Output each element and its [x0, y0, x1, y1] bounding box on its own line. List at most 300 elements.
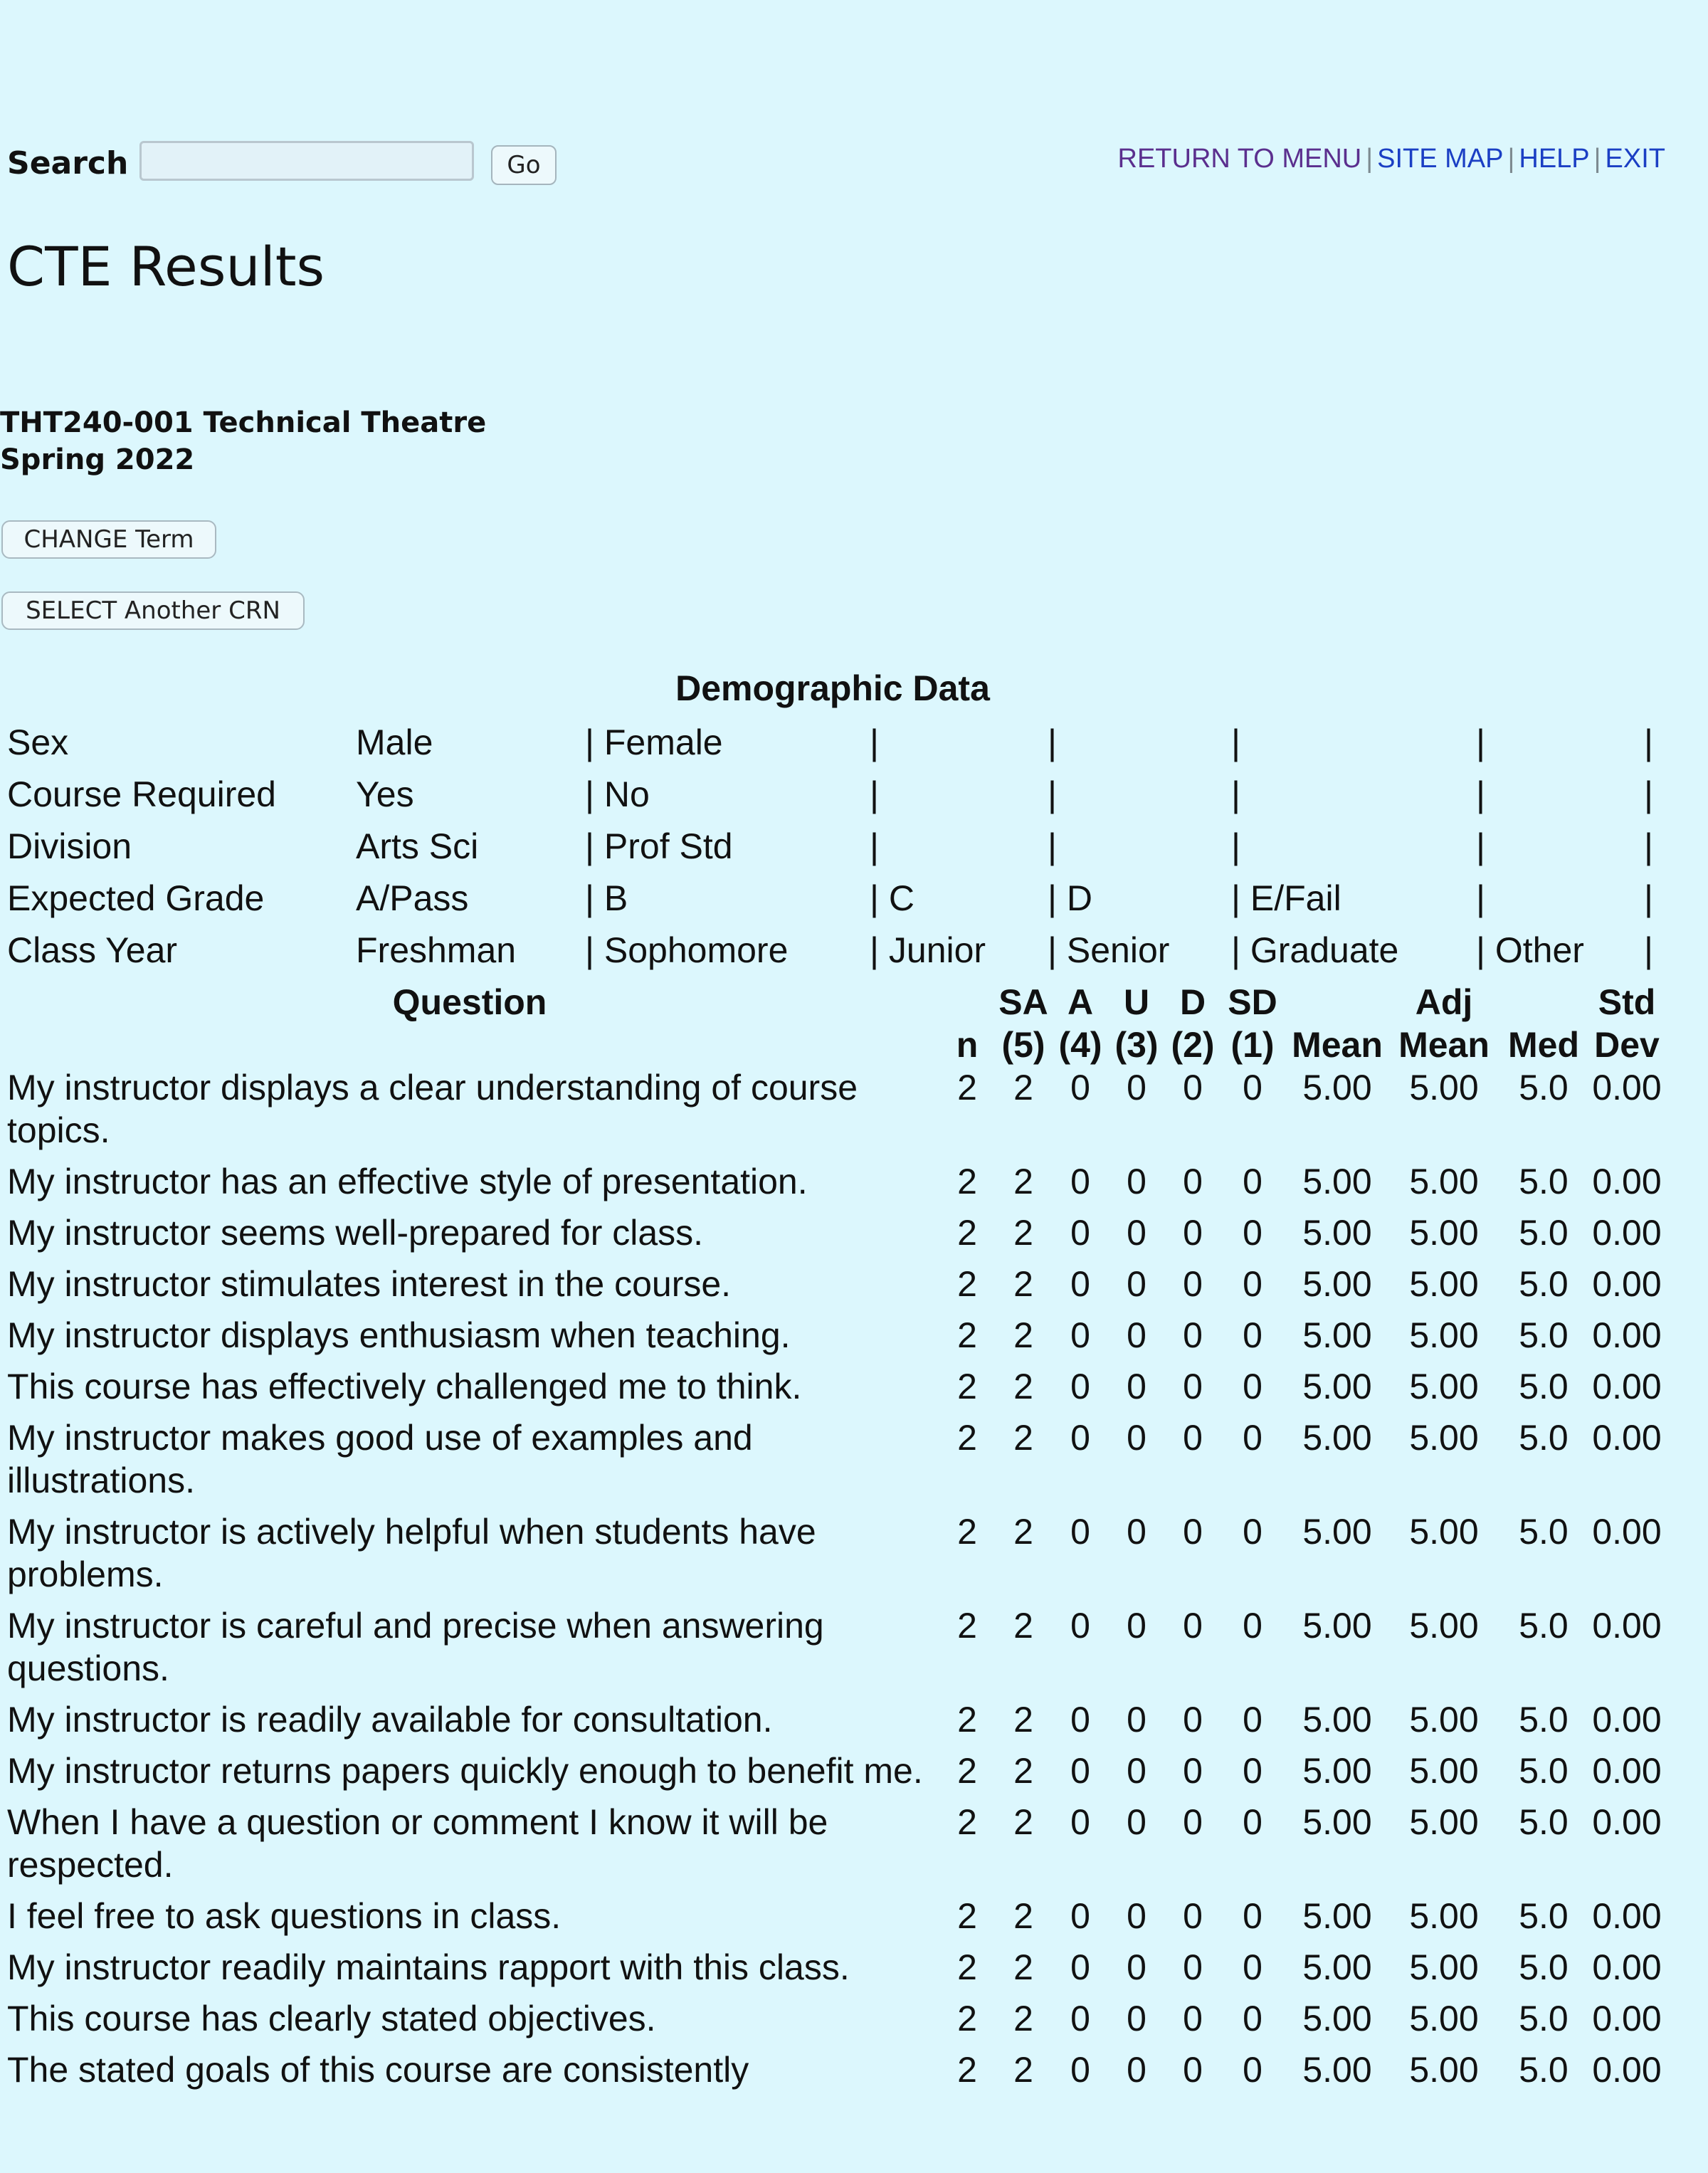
result-value: 2 [957, 1418, 977, 1458]
demographic-option [1476, 924, 1644, 976]
demographic-option-value: Graduate [1250, 930, 1399, 970]
demographic-option-value: Other [1494, 930, 1584, 970]
demographic-option [1231, 872, 1476, 924]
question-row [0, 2048, 1664, 2100]
result-value: 2 [1013, 1418, 1033, 1458]
question-row [0, 1946, 1664, 1997]
column-separator: | [1476, 826, 1485, 866]
question-text: The stated goals of this course are consistently [7, 2050, 749, 2090]
result-value: 5.0 [1519, 1512, 1569, 1552]
result-value: 0 [1183, 1896, 1203, 1936]
result-value: 0.00 [1592, 1068, 1662, 1107]
result-value: 0 [1070, 1606, 1090, 1646]
demographic-label: Sex [7, 722, 69, 762]
result-value: 0 [1183, 2050, 1203, 2090]
course-name: THT240-001 Technical Theatre [0, 406, 487, 439]
question-row [0, 1698, 1664, 1750]
column-separator: | [585, 826, 604, 866]
result-value: 5.00 [1302, 1213, 1372, 1253]
demographic-option-value: B [603, 878, 628, 918]
result-value: 0 [1127, 1315, 1146, 1355]
result-value: 5.00 [1409, 1162, 1479, 1201]
result-value: 5.00 [1302, 2050, 1372, 2090]
demographic-option-value: Female [603, 722, 723, 762]
column-separator: | [1476, 930, 1495, 970]
result-value: 5.00 [1302, 1512, 1372, 1552]
question-text: When I have a question or comment I know it will be respected. [7, 1802, 828, 1885]
result-value: 0 [1070, 1162, 1090, 1201]
result-value: 0 [1243, 1700, 1262, 1740]
demographic-label: Course Required [7, 774, 276, 814]
column-header-bottom: (1) [1230, 1025, 1275, 1065]
column-header-top [1497, 981, 1590, 1024]
result-value: 5.0 [1519, 2050, 1569, 2090]
result-value: 0 [1070, 1700, 1090, 1740]
demographic-option [1476, 716, 1644, 768]
demographic-row [0, 768, 1672, 820]
column-header-bottom: Dev [1594, 1025, 1660, 1065]
result-value: 0 [1183, 1512, 1203, 1552]
demographic-title: Demographic Data [675, 668, 990, 708]
question-row [0, 1750, 1664, 1801]
column-header-top [939, 981, 995, 1024]
result-value: 5.00 [1302, 1896, 1372, 1936]
result-value: 5.00 [1409, 1999, 1479, 2038]
result-value: 5.00 [1302, 1367, 1372, 1406]
demographic-option-value: Arts Sci [356, 826, 479, 866]
demographic-row [0, 924, 1672, 976]
demographic-option [356, 872, 585, 924]
result-value: 0 [1183, 1700, 1203, 1740]
demographic-option [1644, 768, 1672, 820]
question-text: This course has effectively challenged me to think. [7, 1367, 802, 1406]
result-value: 0 [1243, 1264, 1262, 1304]
result-value: 0 [1127, 1264, 1146, 1304]
result-value: 0.00 [1592, 1367, 1662, 1406]
go-button[interactable]: Go [491, 145, 557, 185]
question-header: Question [392, 982, 547, 1022]
nav-link-exit[interactable]: EXIT [1605, 144, 1665, 174]
course-term: Spring 2022 [0, 443, 195, 476]
demographic-option-value: E/Fail [1250, 878, 1341, 918]
result-value: 5.00 [1409, 1896, 1479, 1936]
demographic-option [1048, 768, 1231, 820]
column-separator: | [1644, 930, 1653, 970]
column-header-bottom: (3) [1114, 1025, 1159, 1065]
result-value: 0 [1127, 1512, 1146, 1552]
result-value: 0 [1070, 2050, 1090, 2090]
nav-link-site-map[interactable]: SITE MAP [1377, 144, 1504, 174]
column-separator: | [1231, 878, 1250, 918]
question-text: My instructor stimulates interest in the course. [7, 1264, 732, 1304]
result-value: 0 [1127, 1418, 1146, 1458]
column-header-top: Std [1598, 982, 1656, 1022]
result-value: 2 [1013, 1367, 1033, 1406]
result-value: 5.00 [1302, 1315, 1372, 1355]
result-value: 0 [1243, 1802, 1262, 1842]
result-value: 2 [957, 1315, 977, 1355]
result-value: 0.00 [1592, 1751, 1662, 1791]
result-value: 5.00 [1409, 1700, 1479, 1740]
demographic-option [870, 716, 1048, 768]
column-separator: | [1048, 826, 1057, 866]
nav-separator: | [1507, 144, 1515, 174]
question-row [0, 1997, 1664, 2048]
result-value: 0.00 [1592, 1999, 1662, 2038]
result-value: 0 [1243, 1606, 1262, 1646]
result-value: 5.0 [1519, 1315, 1569, 1355]
result-value: 0 [1127, 1896, 1146, 1936]
question-results-table [0, 981, 1664, 2100]
demographic-option [1476, 872, 1644, 924]
result-value: 5.0 [1519, 1802, 1569, 1842]
result-value: 2 [957, 1606, 977, 1646]
column-separator: | [1231, 722, 1240, 762]
result-value: 0 [1127, 2050, 1146, 2090]
question-text: This course has clearly stated objectives. [7, 1999, 656, 2038]
column-separator: | [1048, 722, 1057, 762]
result-value: 5.00 [1409, 1512, 1479, 1552]
result-value: 5.00 [1302, 1606, 1372, 1646]
column-header-top [1284, 981, 1391, 1024]
result-value: 0 [1243, 1367, 1262, 1406]
result-value: 0 [1127, 1802, 1146, 1842]
result-value: 0 [1127, 1999, 1146, 2038]
result-value: 0 [1183, 1068, 1203, 1107]
result-value: 0.00 [1592, 1700, 1662, 1740]
demographic-option-value: Prof Std [603, 826, 733, 866]
question-text: My instructor has an effective style of presentation. [7, 1162, 808, 1201]
result-value: 0 [1243, 1751, 1262, 1791]
result-value: 0.00 [1592, 1315, 1662, 1355]
demographic-option [870, 924, 1048, 976]
result-value: 0 [1243, 2050, 1262, 2090]
result-value: 5.0 [1519, 1751, 1569, 1791]
demographic-option [1048, 924, 1231, 976]
demographic-option [356, 716, 585, 768]
question-row [0, 1314, 1664, 1365]
question-row [0, 1416, 1664, 1510]
result-value: 0 [1183, 1418, 1203, 1458]
demographic-option [585, 716, 870, 768]
demographic-option-value: Sophomore [603, 930, 789, 970]
result-value: 0 [1070, 1315, 1090, 1355]
result-value: 5.00 [1302, 1162, 1372, 1201]
column-separator: | [1644, 826, 1653, 866]
demographic-option [1231, 924, 1476, 976]
result-value: 2 [1013, 1264, 1033, 1304]
question-text: My instructor displays a clear understanding of course topics. [7, 1068, 858, 1150]
result-value: 5.00 [1302, 1802, 1372, 1842]
result-value: 2 [957, 1947, 977, 1987]
result-value: 5.00 [1409, 1367, 1479, 1406]
column-separator: | [1048, 878, 1067, 918]
demographic-option [356, 768, 585, 820]
column-header-bottom: Mean [1398, 1025, 1490, 1065]
result-value: 0 [1243, 1947, 1262, 1987]
result-value: 0 [1183, 1947, 1203, 1987]
result-value: 5.00 [1302, 1999, 1372, 2038]
result-value: 0 [1070, 1213, 1090, 1253]
result-value: 0 [1070, 1999, 1090, 2038]
demographic-option [1231, 716, 1476, 768]
result-value: 0 [1070, 1802, 1090, 1842]
column-separator: | [1476, 774, 1485, 814]
column-separator: | [585, 878, 604, 918]
demographic-option [1644, 924, 1672, 976]
question-row [0, 1604, 1664, 1698]
column-header-top: U [1123, 982, 1150, 1022]
result-value: 0 [1183, 1315, 1203, 1355]
result-value: 0 [1183, 1751, 1203, 1791]
result-value: 0 [1183, 1367, 1203, 1406]
result-value: 0.00 [1592, 1213, 1662, 1253]
question-text: My instructor is actively helpful when students have problems. [7, 1512, 816, 1594]
question-text: My instructor makes good use of examples and illustrations. [7, 1418, 753, 1500]
result-value: 0 [1070, 1367, 1090, 1406]
result-value: 0 [1127, 1700, 1146, 1740]
question-text: My instructor is careful and precise when answering questions. [7, 1606, 824, 1688]
result-value: 0 [1243, 1068, 1262, 1107]
demographic-option [1476, 820, 1644, 872]
column-header-bottom: (5) [1001, 1025, 1045, 1065]
demographic-option [356, 820, 585, 872]
column-separator: | [870, 930, 889, 970]
result-value: 5.00 [1409, 1802, 1479, 1842]
demographic-option [585, 768, 870, 820]
result-value: 0 [1070, 1418, 1090, 1458]
result-value: 0.00 [1592, 1802, 1662, 1842]
result-value: 5.00 [1409, 1264, 1479, 1304]
result-value: 0 [1070, 1512, 1090, 1552]
question-row [0, 1066, 1664, 1160]
question-text: I feel free to ask questions in class. [7, 1896, 562, 1936]
column-separator: | [870, 826, 879, 866]
demographic-option [1048, 820, 1231, 872]
column-header-top: SA [998, 982, 1048, 1022]
column-separator: | [870, 878, 889, 918]
result-value: 5.0 [1519, 1264, 1569, 1304]
question-text: My instructor displays enthusiasm when teaching. [7, 1315, 791, 1355]
demographic-option [870, 820, 1048, 872]
nav-separator: | [1593, 144, 1601, 174]
demographic-option-value: A/Pass [356, 878, 469, 918]
column-separator: | [1231, 930, 1250, 970]
result-value: 5.00 [1409, 1606, 1479, 1646]
result-value: 0 [1070, 1751, 1090, 1791]
result-value: 5.0 [1519, 1162, 1569, 1201]
result-value: 0 [1243, 1896, 1262, 1936]
result-value: 5.0 [1519, 1700, 1569, 1740]
result-value: 5.00 [1409, 1213, 1479, 1253]
column-header-bottom: Med [1508, 1025, 1579, 1065]
demographic-option [1048, 872, 1231, 924]
result-value: 2 [957, 1999, 977, 2038]
demographic-option-value: Junior [888, 930, 986, 970]
demographic-option [1644, 820, 1672, 872]
result-value: 5.0 [1519, 1418, 1569, 1458]
result-value: 0 [1070, 1264, 1090, 1304]
result-value: 0 [1127, 1068, 1146, 1107]
question-row [0, 1211, 1664, 1263]
demographic-option-value: Freshman [356, 930, 517, 970]
result-value: 0 [1183, 1802, 1203, 1842]
demographic-option [1644, 872, 1672, 924]
column-separator: | [1644, 774, 1653, 814]
demographic-option [1231, 820, 1476, 872]
result-value: 0.00 [1592, 1162, 1662, 1201]
demographic-label: Class Year [7, 930, 178, 970]
result-value: 0.00 [1592, 1896, 1662, 1936]
column-header-bottom: Mean [1292, 1025, 1383, 1065]
result-value: 2 [957, 1367, 977, 1406]
result-value: 0 [1243, 1213, 1262, 1253]
result-value: 5.0 [1519, 1947, 1569, 1987]
result-value: 0 [1127, 1606, 1146, 1646]
demographic-option [585, 924, 870, 976]
result-value: 0.00 [1592, 1606, 1662, 1646]
column-separator: | [1644, 878, 1653, 918]
column-header-top: SD [1228, 982, 1277, 1022]
question-text: My instructor readily maintains rapport with this class. [7, 1947, 850, 1987]
top-navigation [1118, 144, 1665, 174]
demographic-option-value: D [1066, 878, 1092, 918]
result-value: 2 [957, 1896, 977, 1936]
result-value: 5.00 [1302, 1418, 1372, 1458]
result-value: 0 [1183, 1162, 1203, 1201]
result-value: 5.00 [1302, 1700, 1372, 1740]
column-header-top: Adj [1415, 982, 1473, 1022]
result-value: 5.00 [1302, 1947, 1372, 1987]
demographic-option-value: Senior [1066, 930, 1170, 970]
question-row [0, 1895, 1664, 1946]
column-separator: | [585, 774, 604, 814]
result-value: 0 [1127, 1213, 1146, 1253]
demographic-option [1644, 716, 1672, 768]
result-value: 2 [1013, 1512, 1033, 1552]
column-header-bottom: (4) [1058, 1025, 1102, 1065]
header-row-top [0, 981, 1664, 1024]
result-value: 2 [1013, 1315, 1033, 1355]
result-value: 0 [1243, 1999, 1262, 2038]
column-header-bottom: n [956, 1025, 979, 1065]
result-value: 2 [957, 1802, 977, 1842]
result-value: 0 [1070, 1068, 1090, 1107]
result-value: 0.00 [1592, 2050, 1662, 2090]
result-value: 2 [1013, 1162, 1033, 1201]
nav-separator: | [1366, 144, 1374, 174]
result-value: 0 [1070, 1896, 1090, 1936]
search-input[interactable] [139, 141, 474, 181]
column-separator: | [1476, 722, 1485, 762]
result-value: 0 [1127, 1367, 1146, 1406]
question-row [0, 1263, 1664, 1314]
result-value: 2 [1013, 1896, 1033, 1936]
column-separator: | [870, 774, 879, 814]
demographic-option [585, 872, 870, 924]
result-value: 0 [1183, 1213, 1203, 1253]
nav-link-return-to-menu[interactable]: RETURN TO MENU [1117, 144, 1362, 174]
result-value: 0 [1243, 1162, 1262, 1201]
result-value: 5.0 [1519, 1068, 1569, 1107]
demographic-option [585, 820, 870, 872]
demographic-option-value: C [888, 878, 914, 918]
result-value: 5.00 [1409, 1751, 1479, 1791]
demographic-option [1048, 716, 1231, 768]
change-term-button[interactable]: CHANGE Term [1, 520, 216, 559]
demographic-option-value: Male [356, 722, 433, 762]
question-text: My instructor is readily available for consultation. [7, 1700, 773, 1740]
column-separator: | [1048, 774, 1057, 814]
column-separator: | [1231, 826, 1240, 866]
result-value: 2 [957, 1512, 977, 1552]
column-separator: | [1644, 722, 1653, 762]
result-value: 0 [1243, 1512, 1262, 1552]
nav-link-help[interactable]: HELP [1519, 144, 1590, 174]
result-value: 5.00 [1409, 1315, 1479, 1355]
course-info [0, 404, 486, 478]
select-another-crn-button[interactable]: SELECT Another CRN [1, 591, 305, 630]
result-value: 0.00 [1592, 1264, 1662, 1304]
result-value: 5.00 [1409, 1947, 1479, 1987]
result-value: 2 [957, 1264, 977, 1304]
result-value: 5.00 [1409, 1068, 1479, 1107]
result-value: 0 [1127, 1162, 1146, 1201]
demographic-option-value: No [603, 774, 650, 814]
demographic-label: Expected Grade [7, 878, 265, 918]
demographic-option-value: Yes [356, 774, 414, 814]
demographic-option [356, 924, 585, 976]
result-value: 0 [1183, 1264, 1203, 1304]
demographic-option [870, 872, 1048, 924]
result-value: 0 [1127, 1751, 1146, 1791]
question-text: My instructor returns papers quickly enough to benefit me. [7, 1751, 923, 1791]
column-separator: | [1476, 878, 1485, 918]
top-bar [0, 135, 1708, 192]
column-separator: | [1048, 930, 1067, 970]
result-value: 0 [1183, 1606, 1203, 1646]
column-separator: | [585, 930, 604, 970]
demographic-option [1231, 768, 1476, 820]
result-value: 5.00 [1302, 1068, 1372, 1107]
result-value: 5.0 [1519, 1999, 1569, 2038]
result-value: 2 [957, 1700, 977, 1740]
result-value: 5.00 [1409, 2050, 1479, 2090]
result-value: 0 [1243, 1315, 1262, 1355]
demographic-row [0, 820, 1672, 872]
result-value: 0 [1070, 1947, 1090, 1987]
result-value: 0.00 [1592, 1418, 1662, 1458]
demographic-option [870, 768, 1048, 820]
result-value: 2 [1013, 1700, 1033, 1740]
result-value: 0 [1243, 1418, 1262, 1458]
result-value: 5.0 [1519, 1606, 1569, 1646]
result-value: 2 [1013, 2050, 1033, 2090]
result-value: 2 [1013, 1947, 1033, 1987]
question-row [0, 1801, 1664, 1895]
column-header-top: A [1067, 982, 1094, 1022]
question-row [0, 1510, 1664, 1604]
result-value: 5.0 [1519, 1213, 1569, 1253]
demographic-label: Division [7, 826, 132, 866]
column-separator: | [1231, 774, 1240, 814]
result-value: 2 [957, 2050, 977, 2090]
result-value: 0 [1183, 1999, 1203, 2038]
column-header-bottom: (2) [1171, 1025, 1215, 1065]
result-value: 2 [957, 1751, 977, 1791]
result-value: 2 [1013, 1606, 1033, 1646]
question-text: My instructor seems well-prepared for class. [7, 1213, 704, 1253]
